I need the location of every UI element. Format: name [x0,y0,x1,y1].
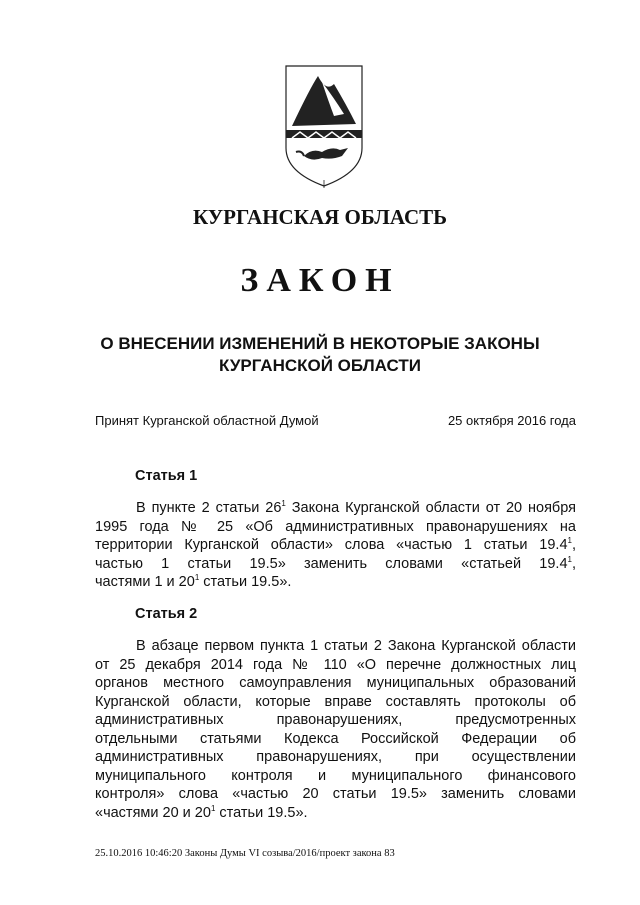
document-type: ЗАКОН [240,262,400,299]
article-1-text [95,499,576,592]
adopted-by: Принят Курганской областной Думой [95,413,319,428]
text-line: административных правонарушениях, предусмотренных [95,712,576,728]
text-line: Курганской области, которые вправе составлять протоколы об [95,693,576,710]
text-line: 1995 года № 25 «Об административных правонарушениях на [95,518,576,535]
region-title: КУРГАНСКАЯ ОБЛАСТЬ [192,205,448,229]
text-line: административных правонарушениях, при осуществлении [95,749,576,765]
footer-file-info: 25.10.2016 10:46:20 Законы Думы VI созыва/2016/проект закона 83 [95,848,395,859]
text-line: В пункте 2 статьи $26^1$ Закона Курганской области от 20 ноября [136,499,576,516]
text-line: частью 1 статьи 19.5» заменить словами «статьей 19.4$^1$, [95,554,576,572]
text-line: от 25 декабря 2014 года № 110 «О перечне должностных лиц [95,656,576,673]
text-line: органов местного самоуправления муниципальных образований [95,675,576,691]
text-line: частями 1 и $20^1$ статьи 19.5». [95,573,292,590]
text-line: «частями 20 и $20^1$ статьи 19.5». [95,803,308,821]
text-line: отдельными статьями Кодекса Российской Федерации об [95,730,576,747]
text-line: контроля» слова «частью 20 статьи 19.5» заменить словами [95,786,576,802]
article-2-heading: Статья 2 [135,606,198,622]
article-2-text [95,637,576,822]
coat-of-arms-emblem [282,62,366,190]
law-title [80,333,560,377]
adopted-date: 25 октября 2016 года [447,413,576,428]
law-title-line-1: О ВНЕСЕНИИ ИЗМЕНЕНИЙ В НЕКОТОРЫЕ ЗАКОНЫ [100,334,540,353]
text-line: муниципального контроля и муниципального финансового [95,767,576,784]
law-title-line-2: КУРГАНСКОЙ ОБЛАСТИ [219,356,421,375]
article-1-heading: Статья 1 [135,468,198,484]
text-line: В абзаце первом пункта 1 статьи 2 Закона Курганской области [136,638,576,654]
text-line: территории Курганской области» слова «частью 1 статьи 19.4$^1$, [95,536,576,553]
